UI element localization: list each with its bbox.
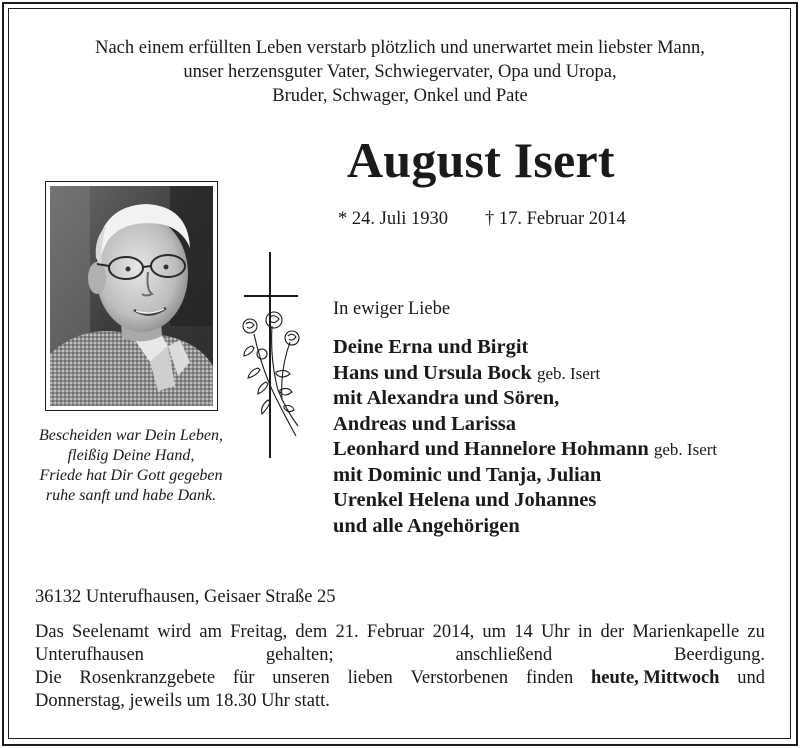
mourner-name: Deine Erna und Birgit bbox=[333, 336, 529, 358]
notice-line bbox=[35, 667, 765, 690]
maiden-name-note: geb. Isert bbox=[536, 363, 601, 383]
notice-text: Donnerstag, jeweils um 18.30 Uhr statt. bbox=[35, 691, 330, 711]
notice-word: in bbox=[577, 622, 593, 642]
notice-word: Beerdigung. bbox=[674, 645, 765, 665]
notice-word: Verstorbenen bbox=[410, 668, 509, 688]
notice-word: Marienkapelle bbox=[632, 622, 740, 642]
maiden-name-note: geb. Isert bbox=[653, 440, 718, 459]
portrait-illustration bbox=[50, 186, 213, 406]
verse-line: Friede hat Dir Gott gegeben bbox=[39, 467, 223, 484]
notice-word: Uhr bbox=[540, 622, 570, 642]
notice-word: lieben bbox=[347, 668, 393, 688]
portrait-photo bbox=[50, 186, 213, 406]
notice-word: finden bbox=[525, 668, 574, 688]
notice-word: Rosenkranzgebete bbox=[79, 668, 216, 688]
notice-line bbox=[35, 690, 765, 713]
notice-word: am bbox=[199, 622, 222, 642]
mourner-line bbox=[333, 335, 717, 361]
notice-word: und bbox=[737, 668, 765, 688]
intro-line: unser herzensguter Vater, Schwiegervater, Opa und Uropa, bbox=[183, 62, 617, 82]
mourner-name: Andreas und Larissa bbox=[333, 412, 517, 435]
notice-word: für bbox=[232, 668, 255, 688]
mourner-name: Leonhard und Hannelore Hohmann bbox=[333, 438, 649, 460]
mourner-line bbox=[333, 488, 717, 514]
mourner-name: und alle Angehörigen bbox=[333, 514, 520, 537]
notice-line bbox=[35, 644, 765, 667]
notice-word: Unterufhausen bbox=[35, 645, 144, 665]
service-notice bbox=[35, 621, 765, 713]
mourner-name: Urenkel Helena und Johannes bbox=[333, 489, 597, 511]
notice-word: Das bbox=[35, 622, 64, 642]
notice-word: wird bbox=[157, 622, 192, 642]
death-date: † 17. Februar 2014 bbox=[485, 209, 626, 229]
verse-line: ruhe sanft und habe Dank. bbox=[45, 487, 217, 504]
notice-word: 21. bbox=[335, 622, 359, 642]
notice-emphasis: heute, Mittwoch bbox=[591, 668, 720, 688]
mourners-intro: In ewiger Liebe bbox=[333, 299, 451, 319]
mourner-line bbox=[333, 386, 717, 412]
notice-word: Freitag, bbox=[230, 622, 288, 642]
deceased-name: August Isert bbox=[347, 132, 615, 188]
verse-line: fleißig Deine Hand, bbox=[67, 447, 195, 464]
notice-word: 14 bbox=[514, 622, 533, 642]
notice-word: 2014, bbox=[432, 622, 475, 642]
verse-line: Bescheiden war Dein Leben, bbox=[39, 427, 223, 444]
notice-word: anschließend bbox=[455, 645, 553, 665]
notice-line bbox=[35, 621, 765, 644]
birth-date: * 24. Juli 1930 bbox=[338, 209, 448, 229]
notice-word: dem bbox=[295, 622, 328, 642]
notice-word: unseren bbox=[272, 668, 330, 688]
verse bbox=[0, 426, 262, 506]
mourner-line bbox=[333, 361, 717, 387]
mourner-line bbox=[333, 412, 717, 438]
intro-text bbox=[0, 36, 800, 108]
notice-word: Februar bbox=[366, 622, 425, 642]
mourner-line bbox=[333, 463, 717, 489]
notice-word: um bbox=[482, 622, 507, 642]
notice-word: der bbox=[600, 622, 625, 642]
mourner-name: Hans und Ursula Bock bbox=[333, 361, 532, 384]
notice-word: gehalten; bbox=[265, 645, 334, 665]
notice-word: zu bbox=[747, 622, 765, 642]
mourners-list bbox=[333, 335, 717, 539]
notice-word: Die bbox=[35, 668, 62, 688]
portrait-frame bbox=[45, 181, 218, 411]
mourner-line bbox=[333, 514, 717, 540]
intro-line: Nach einem erfüllten Leben verstarb plötzlich und unerwartet mein liebster Mann, bbox=[95, 38, 705, 58]
intro-line: Bruder, Schwager, Onkel und Pate bbox=[272, 86, 528, 106]
cross-with-roses-icon bbox=[232, 250, 312, 460]
mourner-line bbox=[333, 437, 717, 463]
mourner-name: mit Alexandra und Sören, bbox=[333, 387, 560, 409]
notice-word: Seelenamt bbox=[71, 622, 150, 642]
mourner-name: mit Dominic und Tanja, Julian bbox=[333, 463, 602, 486]
address: 36132 Unterufhausen, Geisaer Straße 25 bbox=[35, 587, 336, 607]
